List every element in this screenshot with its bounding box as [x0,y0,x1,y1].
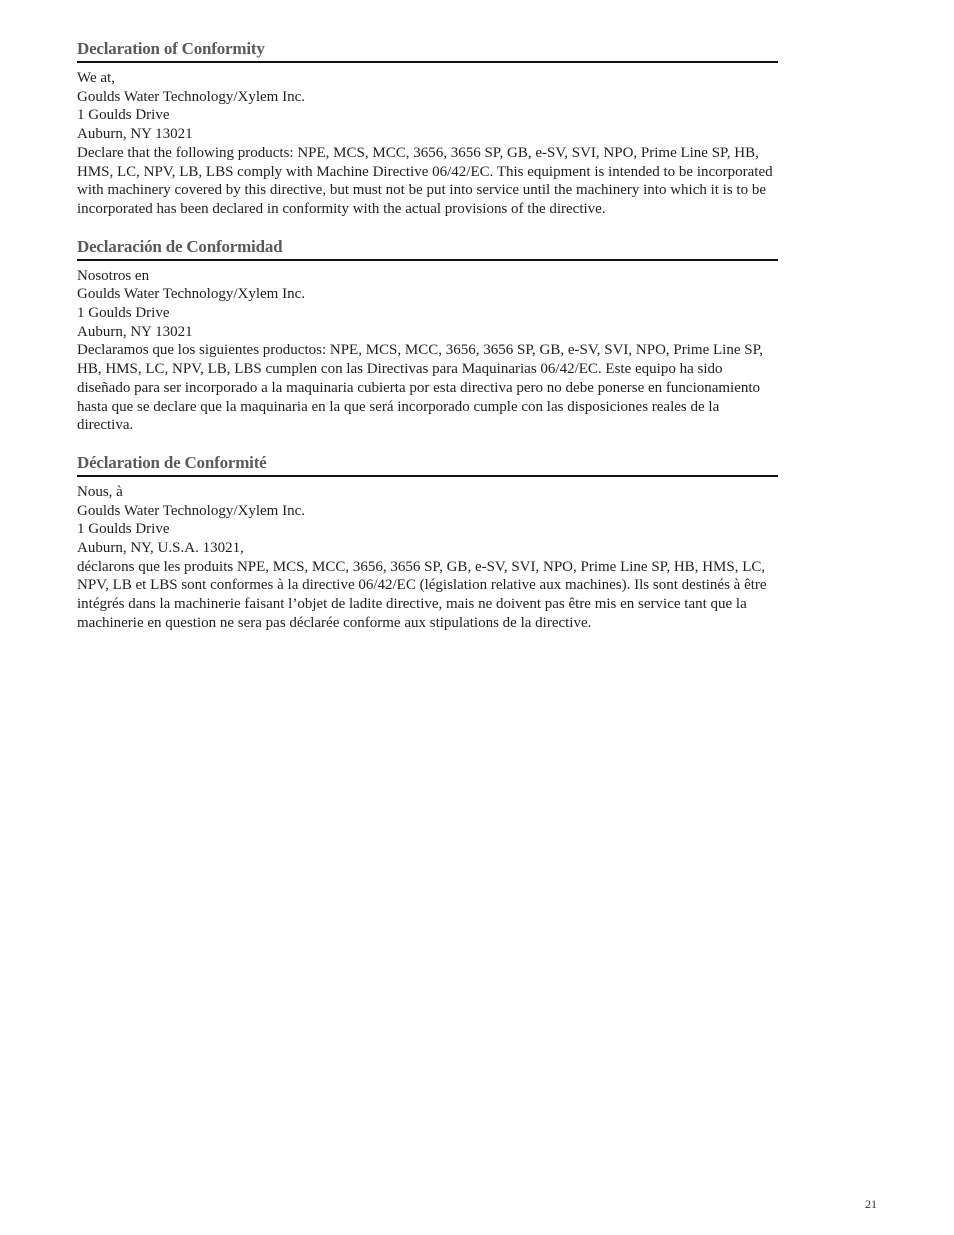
section-heading: Declaración de Conformidad [77,236,778,261]
address-line: Nosotros en [77,267,150,284]
address-line: 1 Goulds Drive [77,521,170,538]
address-line: Goulds Water Technology/Xylem Inc. [77,502,305,519]
address-line: Goulds Water Technology/Xylem Inc. [77,286,305,303]
address-line: Goulds Water Technology/Xylem Inc. [77,88,305,105]
address-line: Auburn, NY 13021 [77,126,193,143]
section-spanish [77,236,778,435]
page-number: 21 [865,1197,877,1211]
section-heading: Declaration of Conformity [77,38,778,63]
address-line: Nous, à [77,483,123,500]
address-line: We at, [77,70,115,86]
section-english [77,38,778,219]
declaration-paragraph: déclarons que les produits NPE, MCS, MCC, 3656, 3656 SP, GB, e-SV, SVI, NPO, Prime Line SP, HB, HMS, LC, NPV, LB et LBS sont conformes à la directive 06/42/EC (législation relative aux machines). Ils sont destinés à être intégrés dans la machinerie faisant l’objet de ladite directive, mais ne doivent pas être mis en service tant que la machinerie en question ne sera pas déclarée conforme aux stipulations de la directive. [77,558,767,631]
document-page [77,38,778,633]
declaration-paragraph: Declaramos que los siguientes productos: NPE, MCS, MCC, 3656, 3656 SP, GB, e-SV, SVI, NPO, Prime Line SP, HB, HMS, LC, NPV, LB, LBS cumplen con las Directivas para Maquinarias 06/42/EC. Este equipo ha sido diseñado para ser incorporado a la maquinaria cubierta por esta directiva pero no debe ponerse en funcionamiento hasta que se declare que la maquinaria en la que será incorporado cumple con las disposiciones reales de la directiva. [77,342,764,434]
address-line: Auburn, NY 13021 [77,323,193,340]
address-line: 1 Goulds Drive [77,107,170,124]
declaration-paragraph: Declare that the following products: NPE, MCS, MCC, 3656, 3656 SP, GB, e-SV, SVI, NPO, Prime Line SP, HB, HMS, LC, NPV, LB, LBS comply with Machine Directive 06/42/EC. This equipment is intended to be incorporated with machinery covered by this directive, but must not be put into service until the machinery into which it is to be incorporated has been declared in conformity with the actual provisions of the directive. [77,144,773,217]
section-heading: Déclaration de Conformité [77,452,778,477]
address-line: 1 Goulds Drive [77,305,170,322]
section-french [77,452,778,633]
address-line: Auburn, NY, U.S.A. 13021, [77,540,244,557]
